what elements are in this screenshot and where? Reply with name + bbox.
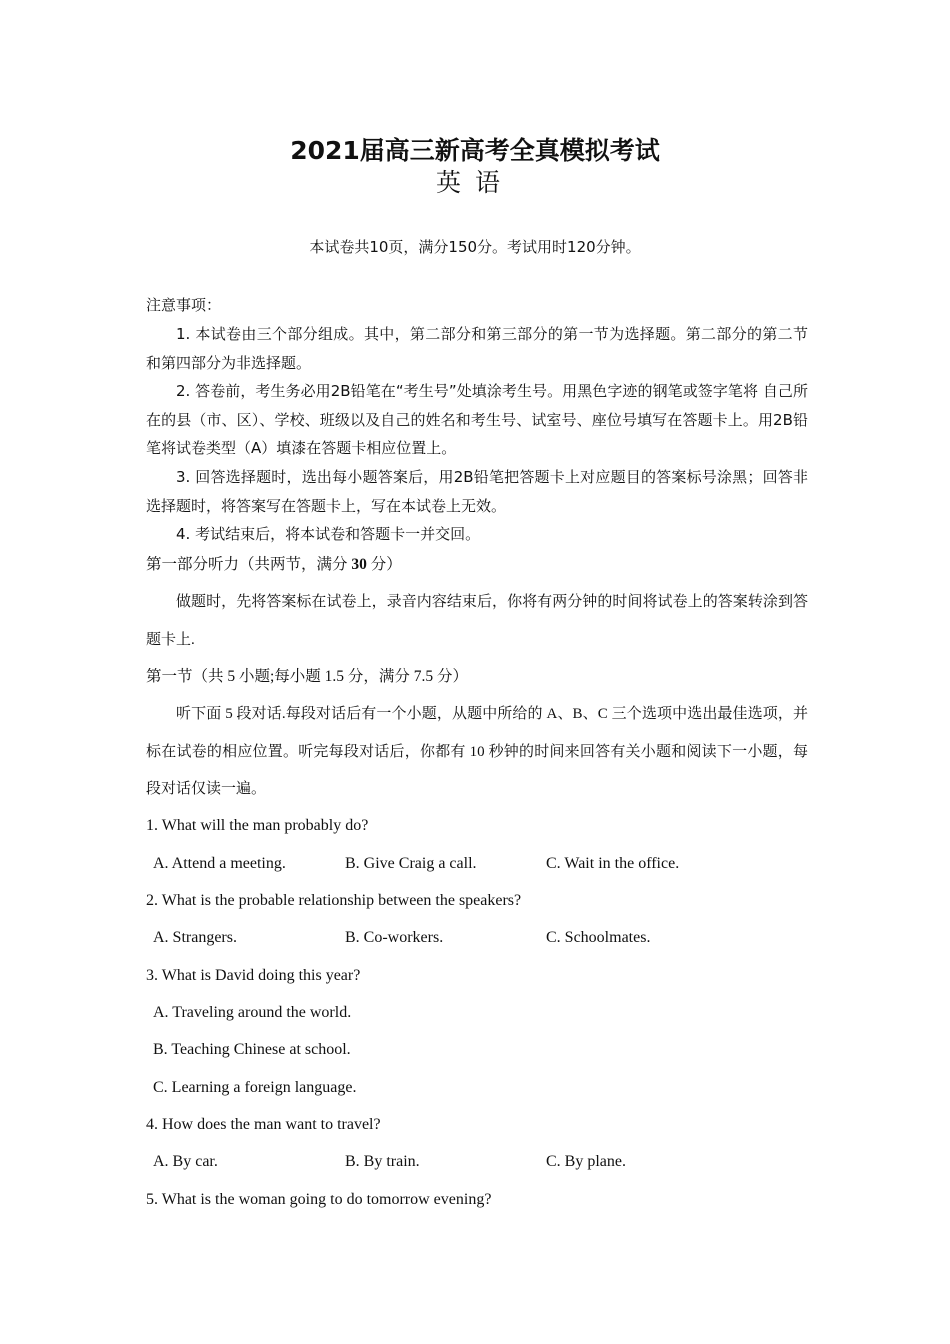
question-1-option-c: C. Wait in the office. bbox=[546, 855, 680, 872]
part1-instruction: 做题时，先将答案标在试卷上，录音内容结束后，你将有两分钟的时间将试卷上的答案转涂到答题卡上. bbox=[146, 594, 808, 648]
exam-title: 2021届高三新高考全真模拟考试 bbox=[290, 136, 660, 165]
exam-info: 本试卷共10页，满分150分。考试用时120分钟。 bbox=[309, 238, 641, 256]
question-3-option-c: C. Learning a foreign language. bbox=[153, 1079, 357, 1096]
question-1-option-a: A. Attend a meeting. bbox=[153, 855, 286, 872]
notes-heading: 注意事项： bbox=[146, 296, 222, 314]
question-2-stem: 2. What is the probable relationship between the speakers? bbox=[146, 892, 522, 909]
question-3-option-a: A. Traveling around the world. bbox=[153, 1004, 352, 1021]
part1-title-suffix: 分） bbox=[366, 556, 402, 573]
question-2-option-b: B. Co-workers. bbox=[345, 929, 444, 946]
part1-title bbox=[146, 553, 402, 577]
part1-score: 30 bbox=[351, 556, 367, 573]
question-4-option-a: A. By car. bbox=[153, 1153, 218, 1170]
section1-instruction: 听下面 5 段对话.每段对话后有一个小题，从题中所给的 A、B、C 三个选项中选出最佳选项，并标在试卷的相应位置。听完每段对话后，你都有 10 秒钟的时间来回答有关小题和阅读下一小题，每段对话仅读一遍。 bbox=[146, 706, 808, 797]
question-3-stem: 3. What is David doing this year? bbox=[146, 967, 361, 984]
subject-title: 英语 bbox=[435, 168, 514, 197]
question-4-stem: 4. How does the man want to travel? bbox=[146, 1116, 381, 1133]
question-3-option-b: B. Teaching Chinese at school. bbox=[153, 1041, 351, 1058]
note-item-4: 4. 考试结束后，将本试卷和答题卡一并交回。 bbox=[176, 525, 481, 543]
question-1-option-b: B. Give Craig a call. bbox=[345, 855, 477, 872]
note-item-2: 2. 答卷前，考生务必用2B铅笔在“考生号”处填涂考生号。用黑色字迹的钢笔或签字笔将 自己所在的县（市、区）、学校、班级以及自己的姓名和考生号、试室号、座位号填写在答题卡上。用2B铅笔将试卷类型（A）填漆在答题卡相应位置上。 bbox=[146, 382, 808, 458]
section1-title: 第一节（共 5 小题;每小题 1.5 分，满分 7.5 分） bbox=[146, 668, 469, 685]
question-1-stem: 1. What will the man probably do? bbox=[146, 817, 369, 834]
question-2-option-a: A. Strangers. bbox=[153, 929, 237, 946]
question-2-option-c: C. Schoolmates. bbox=[546, 929, 651, 946]
note-item-1: 1. 本试卷由三个部分组成。其中，第二部分和第三部分的第一节为选择题。第二部分的第二节和第四部分为非选择题。 bbox=[146, 325, 808, 372]
question-5-stem: 5. What is the woman going to do tomorrow evening? bbox=[146, 1191, 492, 1208]
question-4-option-b: B. By train. bbox=[345, 1153, 420, 1170]
question-4-option-c: C. By plane. bbox=[546, 1153, 626, 1170]
note-item-3: 3. 回答选择题时，选出每小题答案后，用2B铅笔把答题卡上对应题目的答案标号涂黑；回答非选择题时，将答案写在答题卡上，写在本试卷上无效。 bbox=[146, 468, 808, 515]
part1-title-prefix: 第一部分听力（共两节，满分 bbox=[146, 556, 352, 573]
